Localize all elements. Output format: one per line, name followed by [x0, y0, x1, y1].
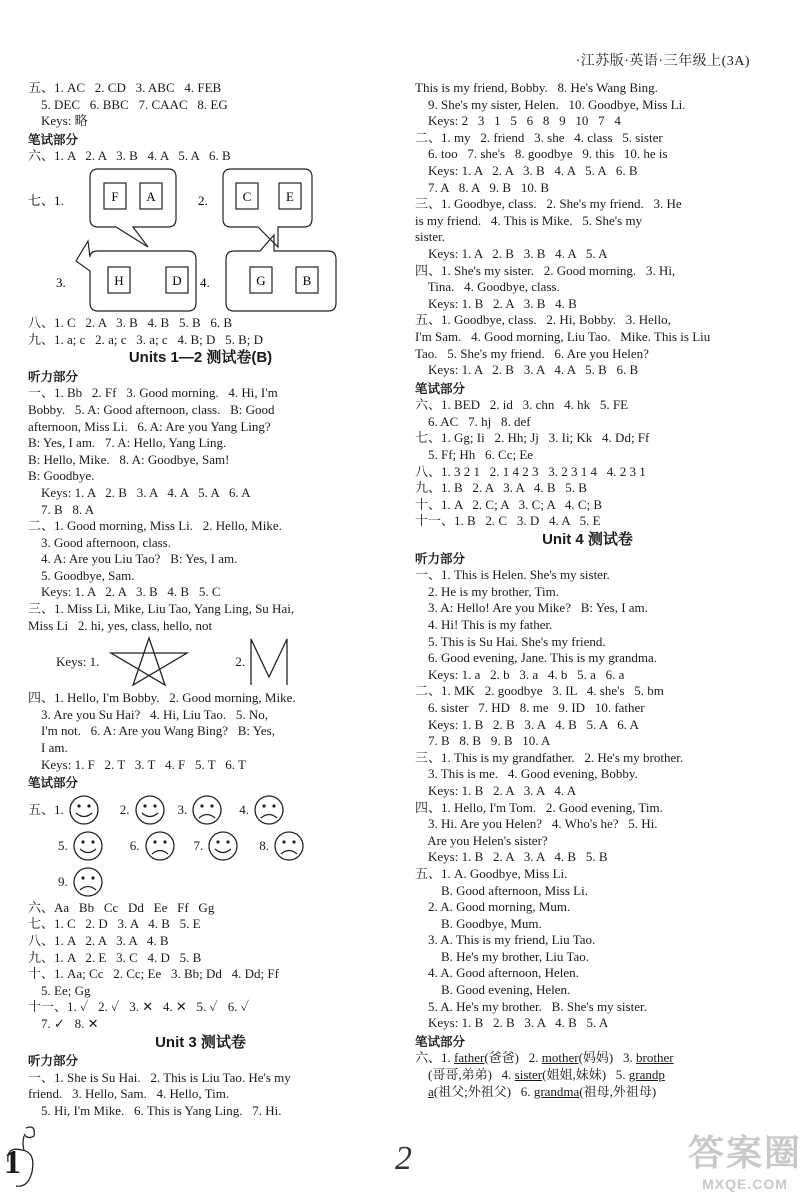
q6-text: (哥哥,弟弟) 4. [415, 1067, 515, 1083]
text-line: 十一、1. B 2. C 3. D 4. A 5. E [415, 513, 601, 529]
text-line: 5. Goodbye, Sam. [28, 567, 135, 583]
text-line: Keys: 1. a 2. b 3. a 4. b 5. a 6. a [415, 666, 625, 682]
text-line: I am. [28, 740, 68, 756]
text-line: 九、1. A 2. E 3. C 4. D 5. B [28, 949, 202, 965]
text-line: 5. Hi, I'm Mike. 6. This is Yang Ling. 7. Hi. [28, 1102, 282, 1118]
letter: H [114, 272, 124, 288]
text-line: Keys: 1. A 2. B 3. A 4. A 5. B 6. B [415, 362, 639, 378]
face-num: 4. [239, 801, 250, 817]
unit-title: Unit 4 测试卷 [542, 531, 633, 549]
face-num: 8. [259, 837, 269, 853]
smiley-face-icon [68, 829, 108, 863]
text-line: 6. sister 7. HD 8. me 9. ID 10. father [415, 699, 645, 715]
u3-part-c [415, 397, 760, 530]
text-line: 4. Hi! This is my father. [415, 617, 553, 632]
right-column [415, 80, 760, 1100]
text-line: 四、1. She's my sister. 2. Good morning. 3. Hi, [415, 262, 676, 278]
text-line: B: Goodbye. [28, 468, 95, 484]
face-num: 9. [58, 873, 68, 889]
u4-q6 [415, 1050, 760, 1100]
answer-word: a [428, 1083, 434, 1099]
text-line: 八、1. 3 2 1 2. 1 4 2 3 3. 2 3 1 4 4. 2 3 1 [415, 463, 646, 479]
q6-text: (祖母,外祖母) [579, 1083, 657, 1099]
text-line: 7. B 8. B 9. B 10. A [415, 733, 551, 749]
text-line: 一、1. She is Su Hai. 2. This is Liu Tao. He's my [28, 1069, 291, 1085]
face-num: 5. [58, 837, 68, 853]
text-line: is my friend. 4. This is Mike. 5. She's my [415, 212, 643, 228]
page-number: 1 [4, 1144, 21, 1181]
bubble-number: 3. [56, 274, 66, 290]
text-line: 二、1. my 2. friend 3. she 4. class 5. sister [415, 129, 663, 145]
answer-word: father [454, 1050, 485, 1066]
text-line: 三、1. This is my grandfather. 2. He's my brother. [415, 749, 684, 765]
smiley-face-icon [203, 829, 243, 863]
keys-label: Keys: 1. [56, 653, 100, 669]
text-line: I'm not. 6. A: Are you Wang Bing? B: Yes, [28, 723, 275, 739]
text-line: 3. Hi. Are you Helen? 4. Who's he? 5. Hi. [415, 816, 658, 832]
q6-text: (姐姐,妹妹) 5. [542, 1067, 629, 1083]
sad-face-icon [140, 829, 180, 863]
smiley-face-icon [64, 793, 104, 827]
sad-face-icon [68, 865, 108, 899]
text-line: 3. Good afternoon, class. [28, 534, 171, 550]
text-line: Keys: 1. F 2. T 3. T 4. F 5. T 6. T [28, 756, 246, 772]
q6-text: (妈妈) 3. [578, 1050, 636, 1066]
text-line: 5. Ee; Gg [28, 982, 91, 998]
q6-text [415, 1084, 428, 1099]
text-line: 十一、1. ✓ 2. ✓ 3. ✕ 4. ✕ 5. ✓ 6. ✓ [28, 999, 250, 1015]
sad-face-icon [187, 793, 227, 827]
text-line: 六、1. BED 2. id 3. chn 4. hk 5. FE [415, 397, 629, 413]
text-line: 3. Are you Su Hai? 4. Hi, Liu Tao. 5. No, [28, 706, 269, 722]
text-line: 4. A: Are you Liu Tao? B: Yes, I am. [28, 551, 238, 567]
text-line: 六、Aa Bb Cc Dd Ee Ff Gg [28, 899, 215, 915]
text-line: 四、1. Hello, I'm Tom. 2. Good evening, Tim. [415, 799, 663, 815]
answer-word: grandp [628, 1067, 665, 1083]
face-num: 2. [119, 801, 130, 817]
text-line: I'm Sam. 4. Good morning, Liu Tao. Mike. This is Liu [415, 328, 711, 344]
page-header: ·江苏版·英语·三年级上(3A) [575, 54, 750, 69]
text-line: 十、1. Aa; Cc 2. Cc; Ee 3. Bb; Dd 4. Dd; Ff [28, 966, 279, 982]
text-line: 十、1. A 2. C; A 3. C; A 4. C; B [415, 496, 603, 512]
text-line: 5. DEC 6. BBC 7. CAAC 8. EG [28, 96, 228, 112]
keys-label: 2. [235, 653, 246, 669]
watermark [688, 1125, 802, 1192]
text-line: friend. 3. Hello, Sam. 4. Hello, Tim. [28, 1086, 230, 1102]
text-line: 八、1. A 2. A 3. A 4. B [28, 933, 169, 948]
smiley-face-icon [130, 793, 170, 827]
speech-bubble-2 [223, 169, 312, 247]
q6-text: (爸爸) 2. [484, 1050, 542, 1066]
left-column [28, 80, 373, 1120]
text-line: Are you Helen's sister? [415, 832, 548, 848]
text-line: Tao. 5. She's my friend. 6. Are you Helen? [415, 345, 649, 361]
text-line: 6. AC 7. hj 8. def [415, 413, 531, 429]
faces-row [28, 828, 373, 864]
bubble-number: 4. [200, 274, 210, 290]
unit-title: Units 1—2 测试卷(B) [128, 349, 273, 367]
text-line: 3. A. This is my friend, Liu Tao. [415, 932, 596, 948]
text-line: B. Goodbye, Mum. [415, 915, 542, 931]
text-line: B: Hello, Mike. 8. A: Goodbye, Sam! [28, 451, 230, 467]
text-line: 四、1. Hello, I'm Bobby. 2. Good morning, Mike. [28, 690, 296, 706]
answer-word: sister [514, 1067, 543, 1083]
u3-part-b [415, 80, 760, 379]
text-line: Keys: 1. A 2. B 3. B 4. A 5. A [415, 245, 608, 261]
u12b-part-b [28, 690, 373, 773]
section-heading: 听力部分 [415, 551, 466, 566]
letter: F [111, 188, 119, 204]
star-drawing [99, 635, 199, 689]
text-line: 7. A 8. A 9. B 10. B [415, 179, 549, 195]
q6-prefix: 六、1. [415, 1050, 455, 1066]
q6-text: (祖父;外祖父) 6. [433, 1083, 534, 1099]
text-line: Keys: 1. B 2. A 3. A 4. B 5. B [415, 849, 608, 865]
text-line: B. He's my brother, Liu Tao. [415, 948, 589, 964]
letter: B [302, 272, 312, 288]
text-line: 5. This is Su Hai. She's my friend. [415, 633, 606, 649]
text-line: 九、1. a; c 2. a; c 3. a; c 4. B; D 5. B; D [28, 331, 264, 347]
text-line: 二、1. Good morning, Miss Li. 2. Hello, Mike. [28, 518, 282, 534]
speech-bubbles-figure [28, 165, 373, 315]
text-line: 一、1. Bb 2. Ff 3. Good morning. 4. Hi, I'm [28, 385, 278, 401]
section-heading: 笔试部分 [28, 132, 79, 147]
text-line: 二、1. MK 2. goodbye 3. IL 4. she's 5. bm [415, 683, 664, 699]
u4-part-a [415, 567, 760, 1032]
text-line: Bobby. 5. A: Good afternoon, class. B: Good [28, 401, 275, 417]
text-line [415, 1050, 760, 1067]
answer-word: mother [541, 1050, 579, 1066]
speech-bubble-3 [76, 241, 196, 311]
text-line: Keys: 2 3 1 5 6 8 9 10 7 4 [415, 113, 621, 129]
face-num: 五、1. [28, 801, 64, 817]
text-line: Miss Li 2. hi, yes, class, hello, not [28, 617, 213, 633]
text-line: 五、1. Goodbye, class. 2. Hi, Bobby. 3. Hello, [415, 312, 671, 328]
text-line: 2. He is my brother, Tim. [415, 583, 559, 599]
text-line: 八、1. C 2. A 3. B 4. B 5. B 6. B [28, 314, 233, 330]
watermark-text: 答案圈 [687, 1132, 802, 1173]
u3-part-a [28, 1070, 373, 1120]
bubbles-svg [28, 165, 373, 315]
text-line: Keys: 1. A 2. B 3. A 4. A 5. A 6. A [28, 484, 251, 500]
text-line: 七、1. C 2. D 3. A 4. B 5. E [28, 916, 201, 932]
unit-title: Unit 3 测试卷 [155, 1033, 246, 1051]
letter: C [242, 188, 252, 204]
text-line [415, 1084, 760, 1101]
text-line [415, 1067, 760, 1084]
faces-row [28, 864, 373, 900]
text-line: afternoon, Miss Li. 6. A: Are you Yang Ling? [28, 418, 271, 434]
text-line: 六、1. A 2. A 3. B 4. A 5. A 6. B [28, 148, 231, 164]
text-line: Keys: 1. B 2. B 3. A 4. B 5. A 6. A [415, 716, 639, 732]
sad-face-icon [249, 793, 289, 827]
text-line: 一、1. This is Helen. She's my sister. [415, 567, 610, 583]
face-num: 7. [193, 837, 204, 853]
sad-face-icon [269, 829, 309, 863]
text-line: sister. [415, 229, 445, 245]
section-heading: 听力部分 [28, 369, 79, 384]
text-line: 7. ✓ 8. ✕ [28, 1015, 99, 1031]
text-line: Keys: 1. A 2. A 3. B 4. B 5. C [28, 584, 221, 600]
letter: D [172, 272, 182, 288]
text-line: 九、1. B 2. A 3. A 4. B 5. B [415, 480, 587, 496]
text-line: 5. Ff; Hh 6. Cc; Ee [415, 447, 534, 463]
letter: E [286, 188, 294, 204]
face-num: 3. [177, 801, 188, 817]
handwritten-number: 2 [395, 1140, 412, 1177]
text-line: 9. She's my sister, Helen. 10. Goodbye, Miss Li. [415, 96, 686, 112]
text-line: B: Yes, I am. 7. A: Hello, Yang Ling. [28, 435, 227, 451]
text-line: Keys: 略 [28, 113, 88, 129]
answer-word: brother [636, 1050, 674, 1066]
speech-bubble-1 [90, 169, 176, 247]
text-line: 5. A. He's my brother. B. She's my sister. [415, 998, 647, 1014]
text-line: 2. A. Good morning, Mum. [415, 899, 571, 915]
speech-bubble-4 [226, 235, 336, 311]
text-line: Keys: 1. B 2. A 3. A 4. A [415, 782, 577, 798]
letter: A [146, 188, 156, 204]
section-heading: 听力部分 [28, 1054, 79, 1069]
text-line: 6. Good evening, Jane. This is my grandma. [415, 650, 658, 666]
text-line: 五、1. AC 2. CD 3. ABC 4. FEB [28, 80, 222, 95]
text-line: 五、1. A. Goodbye, Miss Li. [415, 865, 568, 881]
letter: G [256, 272, 266, 288]
text-line: B. Good evening, Helen. [415, 982, 571, 998]
watermark-url: MXQE.COM [702, 1176, 788, 1192]
answer-word: grandma [533, 1083, 580, 1099]
text-line: This is my friend, Bobby. 8. He's Wang Bing. [415, 80, 658, 95]
text-line: Tina. 4. Goodbye, class. [415, 279, 560, 295]
text-line: Keys: 1. A 2. A 3. B 4. A 5. A 6. B [415, 162, 638, 178]
u12a-tail [28, 80, 373, 130]
bubble-number: 2. [198, 192, 208, 208]
text-line: 三、1. Goodbye, class. 2. She's my friend. 3. He [415, 196, 682, 212]
text-line: 三、1. Miss Li, Mike, Liu Tao, Yang Ling, Su Hai, [28, 601, 295, 617]
drawing-keys [28, 634, 373, 690]
section-heading: 笔试部分 [415, 1034, 466, 1049]
m-drawing [245, 635, 295, 689]
section-heading: 笔试部分 [28, 776, 79, 791]
u12b-part-c [28, 900, 373, 1033]
q7-label: 七、1. [28, 192, 64, 208]
text-line: Keys: 1. B 2. A 3. B 4. B [415, 295, 577, 311]
section-heading: 笔试部分 [415, 381, 466, 396]
face-num: 6. [129, 837, 140, 853]
text-line: 7. B 8. A [28, 501, 95, 517]
text-line: 6. too 7. she's 8. goodbye 9. this 10. he is [415, 146, 668, 162]
u12b-part-a [28, 385, 373, 634]
faces-row [28, 792, 373, 828]
text-line: 3. This is me. 4. Good evening, Bobby. [415, 766, 638, 782]
text-line: 4. A. Good afternoon, Helen. [415, 965, 579, 981]
text-line: Keys: 1. B 2. B 3. A 4. B 5. A [415, 1015, 609, 1031]
text-line: 七、1. Gg; Ii 2. Hh; Jj 3. Ii; Kk 4. Dd; Ff [415, 430, 650, 446]
text-line: B. Good afternoon, Miss Li. [415, 882, 588, 898]
text-line: 3. A: Hello! Are you Mike? B: Yes, I am. [415, 600, 648, 616]
